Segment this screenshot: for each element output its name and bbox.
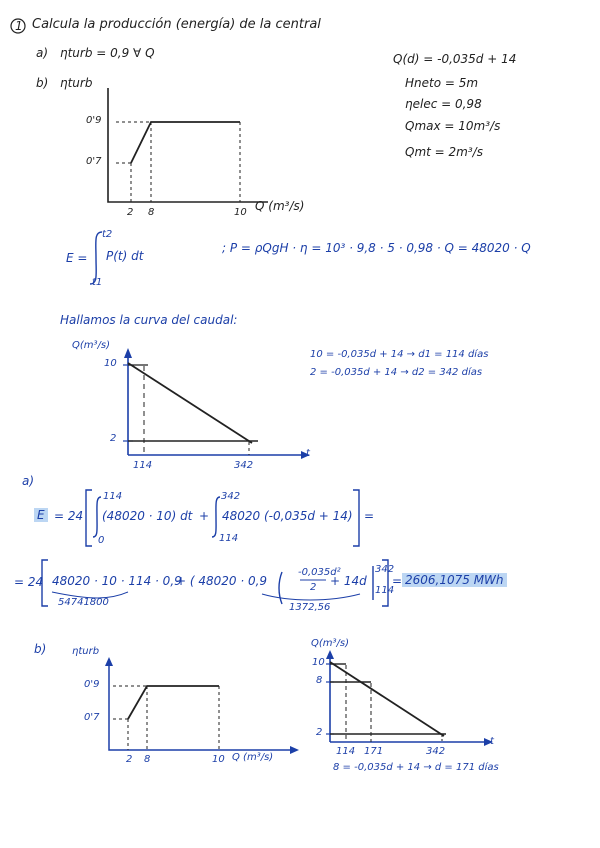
energy-lower-limit: t1 bbox=[92, 277, 103, 288]
graph2-xtick-10: 10 bbox=[212, 754, 225, 765]
flow-curve-graph bbox=[123, 348, 310, 459]
graph2-xlabel: Q (m³/s) bbox=[232, 752, 274, 763]
line2-start: = 24 bbox=[14, 575, 44, 589]
curve-eq2: 2 = -0,035d + 14 → d2 = 342 días bbox=[310, 367, 483, 378]
graph1-ytick-09: 0'9 bbox=[86, 115, 102, 126]
curve-b-ylabel: Q(m³/s) bbox=[311, 638, 350, 649]
curve-ylabel: Q(m³/s) bbox=[72, 340, 111, 351]
graph1-efficiency bbox=[108, 88, 268, 202]
energy-integrand: P(t) dt bbox=[106, 249, 144, 263]
problem-title: Calcula la producción (energía) de la central bbox=[32, 17, 321, 32]
curve-b-ytick-10: 10 bbox=[312, 657, 325, 668]
graph1-ytick-07: 0'7 bbox=[86, 156, 102, 167]
calc-a-eq-end: = bbox=[364, 509, 375, 523]
graph2-xtick-8: 8 bbox=[144, 754, 151, 765]
graph1-xtick-8: 8 bbox=[148, 207, 155, 218]
q-of-d: Q(d) = -0,035d + 14 bbox=[393, 52, 517, 66]
plus-sign: + bbox=[199, 509, 210, 523]
graph1-xtick-2: 2 bbox=[127, 207, 134, 218]
eta-turb-label: ηturb bbox=[60, 76, 93, 90]
int1-upper: 114 bbox=[103, 491, 123, 502]
part-b-label-2: b) bbox=[34, 642, 47, 656]
term2-tail: + 14d bbox=[330, 574, 367, 588]
curve-xtick-342: 342 bbox=[234, 460, 254, 471]
curve-b-xtick-342: 342 bbox=[426, 746, 446, 757]
curve-b-xtick-114: 114 bbox=[336, 746, 356, 757]
term2-upper: 342 bbox=[375, 564, 395, 575]
curve-b-ytick-2: 2 bbox=[316, 727, 323, 738]
graph1-curve bbox=[131, 122, 240, 163]
calc-a-eq-start: = 24 bbox=[54, 509, 84, 523]
energy-lhs: E = bbox=[66, 251, 88, 265]
term1: 48020 · 10 · 114 · 0,9 bbox=[52, 574, 182, 588]
curve-heading: Hallamos la curva del caudal: bbox=[60, 313, 238, 327]
graph2-xtick-2: 2 bbox=[126, 754, 133, 765]
part-b-eta-label: ηturb bbox=[72, 646, 100, 657]
q-max: Qmax = 10m³/s bbox=[405, 119, 501, 133]
energy-upper-limit: t2 bbox=[102, 229, 113, 240]
int2-body: 48020 (-0,035d + 14) bbox=[222, 509, 353, 523]
graph1-axes bbox=[108, 88, 268, 202]
result-eq: = bbox=[392, 574, 403, 588]
int1-body: (48020 · 10) dt bbox=[102, 509, 193, 523]
curve-eq1: 10 = -0,035d + 14 → d1 = 114 días bbox=[310, 349, 489, 360]
flow-curve-lines bbox=[128, 363, 258, 455]
energy-result-lhs: E bbox=[34, 508, 48, 522]
term2-frac-den: 2 bbox=[310, 582, 317, 593]
int2-upper: 342 bbox=[221, 491, 241, 502]
part-b-label: b) bbox=[36, 76, 49, 90]
graph2-ytick-09: 0'9 bbox=[84, 679, 100, 690]
graph1-xlabel: Q (m³/s) bbox=[255, 199, 305, 213]
part-b-equation: 8 = -0,035d + 14 → d = 171 días bbox=[333, 762, 499, 773]
part-a-label: a) bbox=[36, 46, 49, 60]
term2-frac-num: -0,035d² bbox=[298, 567, 341, 578]
curve-b-ytick-8: 8 bbox=[316, 675, 323, 686]
curve-b-xtick-171: 171 bbox=[364, 746, 384, 757]
problem-number: 1 bbox=[15, 19, 23, 33]
term2-value: 1372,56 bbox=[289, 602, 331, 613]
energy-result: 2606,1075 MWh bbox=[402, 573, 507, 587]
int2-lower: 114 bbox=[219, 533, 239, 544]
calc-a-brackets bbox=[42, 490, 388, 606]
graph1-xtick-10: 10 bbox=[234, 207, 247, 218]
graph2-ytick-07: 0'7 bbox=[84, 712, 100, 723]
curve-ytick-2: 2 bbox=[110, 433, 117, 444]
flow-curve-graph-b bbox=[326, 650, 493, 746]
calc-a-label: a) bbox=[22, 474, 35, 488]
term2-lower: 114 bbox=[375, 585, 395, 596]
term2-open: + ( 48020 · 0,9 bbox=[176, 574, 268, 588]
eta-elec: ηelec = 0,98 bbox=[405, 97, 482, 111]
curve-xtick-114: 114 bbox=[133, 460, 153, 471]
part-a-equation: ηturb = 0,9 ∀ Q bbox=[60, 46, 155, 60]
curve-xlabel: t bbox=[306, 448, 310, 459]
h-neto: Hneto = 5m bbox=[405, 76, 479, 90]
q-min: Qmt = 2m³/s bbox=[405, 145, 483, 159]
term1-value: 54741800 bbox=[58, 597, 109, 608]
power-equation: ; P = ρQgH · η = 10³ · 9,8 · 5 · 0,98 · Q = 48020 · Q bbox=[222, 241, 531, 255]
curve-ytick-10: 10 bbox=[104, 358, 117, 369]
curve-b-xlabel: t bbox=[490, 736, 494, 747]
graph2-efficiency bbox=[105, 657, 299, 754]
int1-lower: 0 bbox=[98, 535, 105, 546]
